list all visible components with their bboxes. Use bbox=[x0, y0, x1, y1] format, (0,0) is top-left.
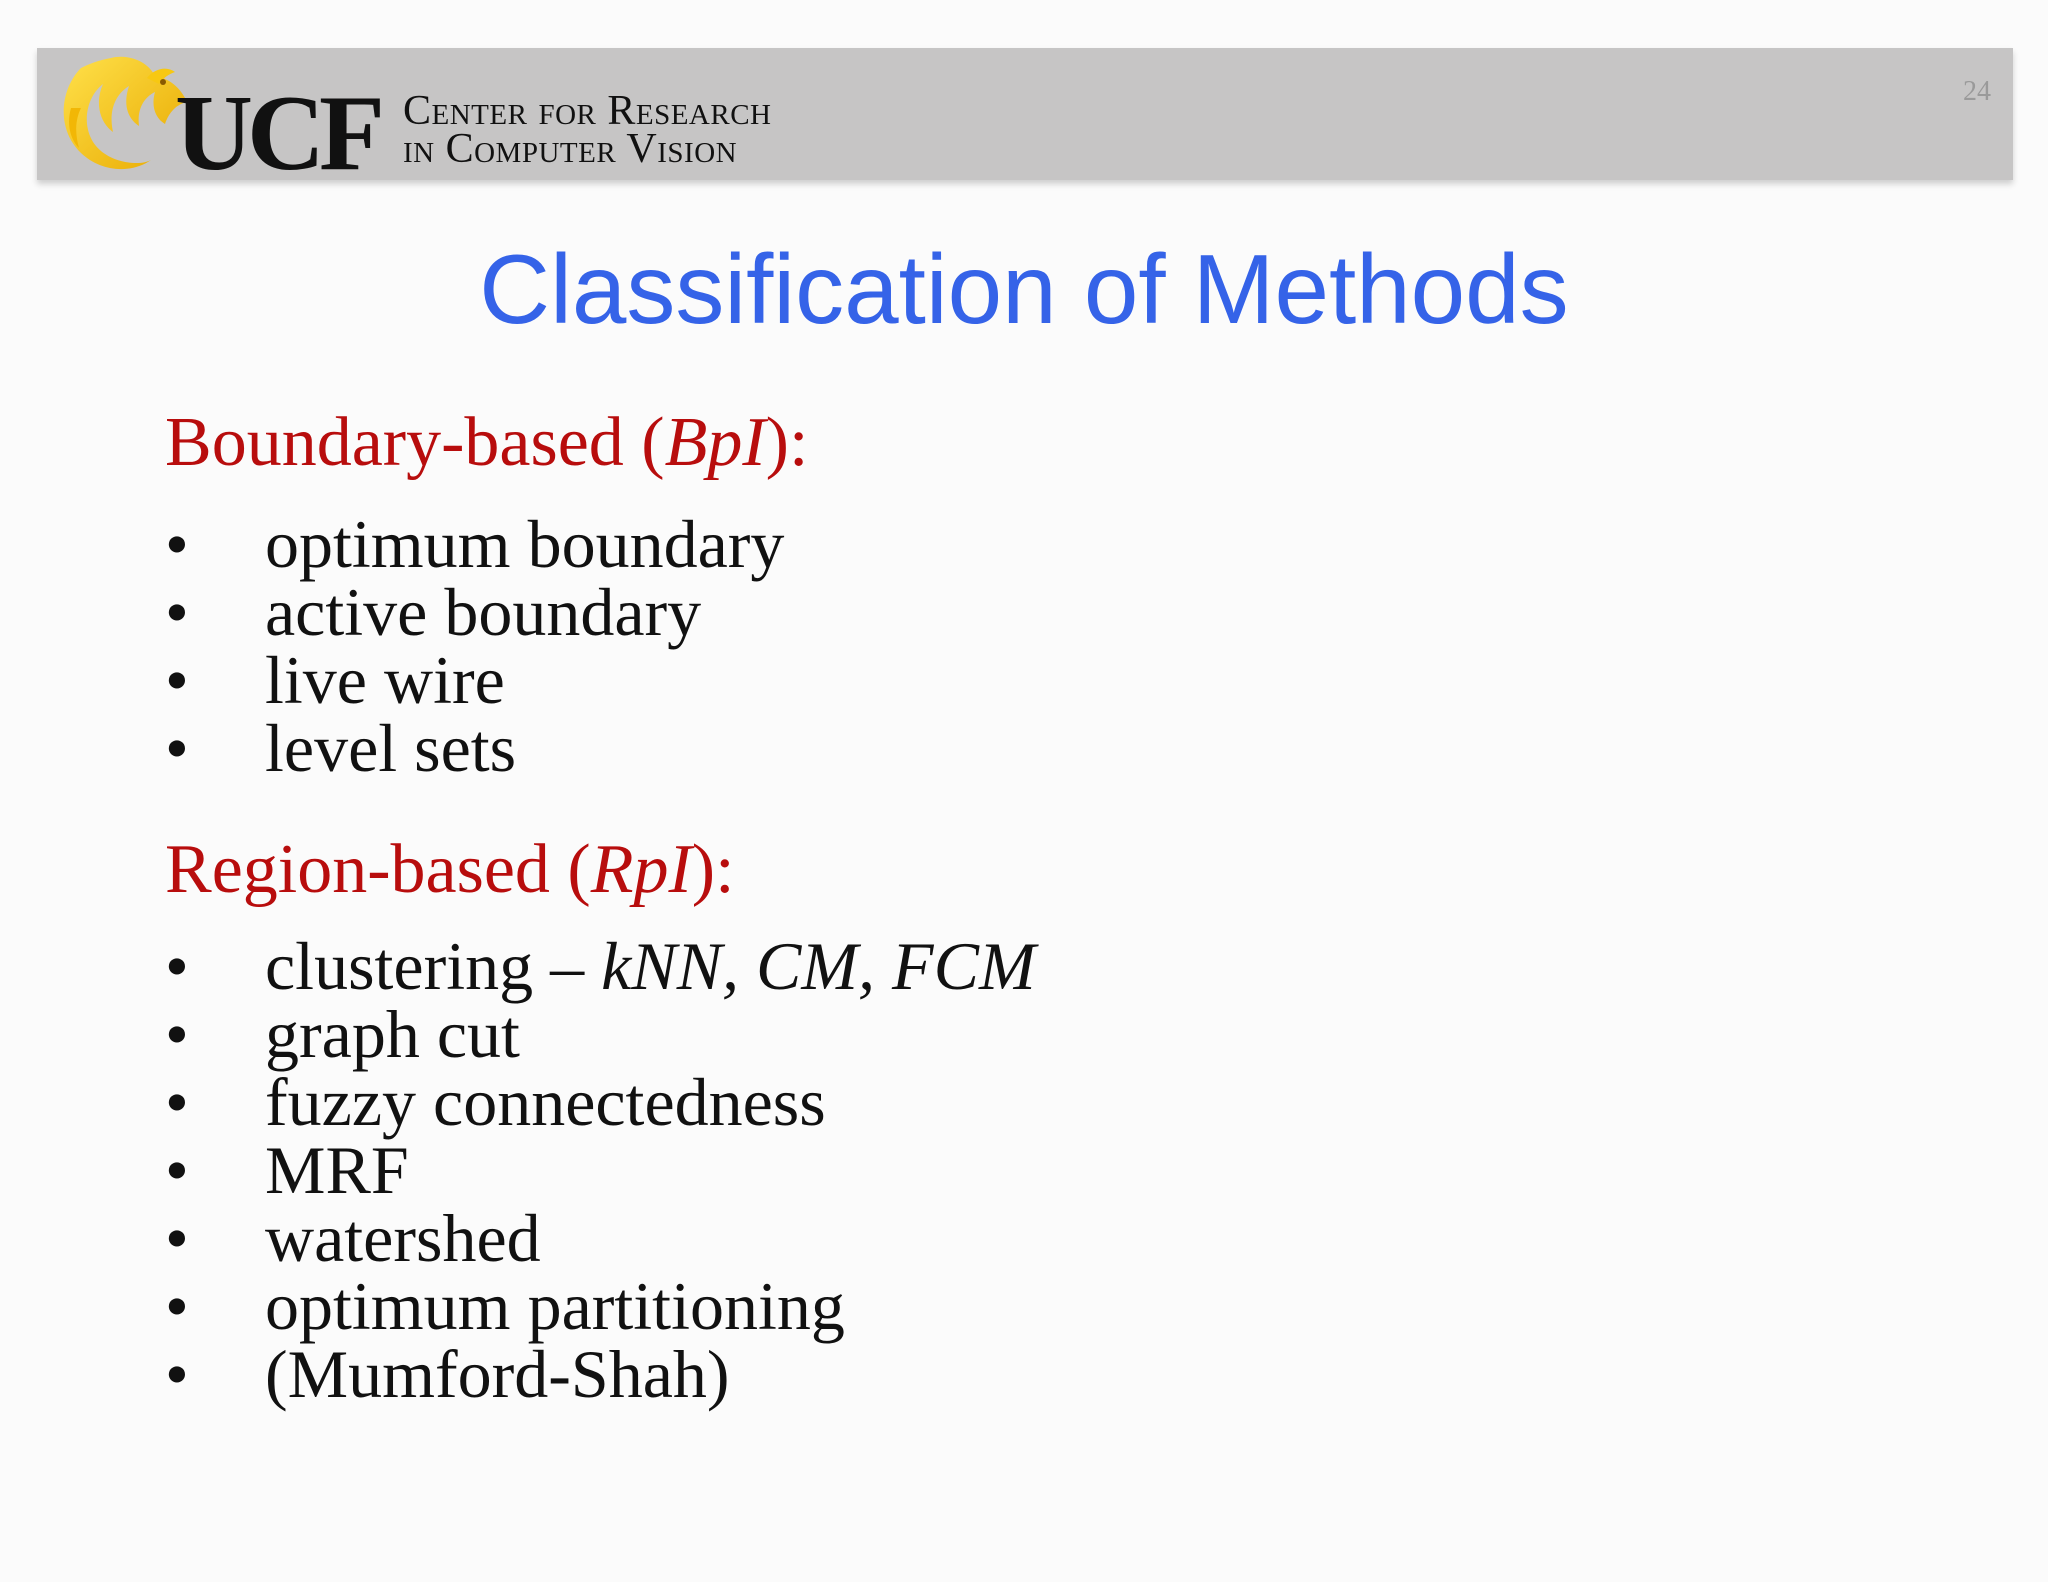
bullet-icon: • bbox=[165, 1132, 189, 1208]
org-name-line1: Center for Research bbox=[403, 88, 772, 134]
org-name-line2: in Computer Vision bbox=[403, 126, 738, 172]
bullet-icon: • bbox=[165, 996, 189, 1072]
list-item bbox=[165, 642, 784, 718]
bullet-icon: • bbox=[165, 710, 189, 786]
list-item bbox=[165, 1064, 1036, 1140]
org-name bbox=[403, 88, 772, 172]
list-item bbox=[165, 1132, 1036, 1208]
list-item bbox=[165, 574, 784, 650]
slide-title: Classification of Methods bbox=[479, 234, 1569, 344]
bullet-icon: • bbox=[165, 574, 189, 650]
list-item-text: live wire bbox=[265, 642, 505, 718]
bullet-icon: • bbox=[165, 1268, 189, 1344]
list-item-text: clustering – bbox=[265, 928, 602, 1004]
bullet-icon: • bbox=[165, 1064, 189, 1140]
bullet-icon: • bbox=[165, 642, 189, 718]
bullet-icon: • bbox=[165, 928, 189, 1004]
heading-abbr-close: ): bbox=[765, 404, 809, 481]
list-item bbox=[165, 1336, 1036, 1412]
list-item bbox=[165, 506, 785, 582]
boundary-based-heading bbox=[165, 404, 809, 481]
bullet-icon: • bbox=[165, 1336, 189, 1412]
page-number: 24 bbox=[1963, 76, 1991, 107]
heading-abbr: RpI bbox=[590, 831, 692, 908]
heading-text: Boundary-based bbox=[165, 404, 642, 481]
boundary-methods-list bbox=[165, 506, 785, 786]
bullet-icon: • bbox=[165, 1200, 189, 1276]
heading-abbr-close: ): bbox=[691, 831, 735, 908]
list-item bbox=[165, 1200, 1036, 1276]
bullet-icon: • bbox=[165, 506, 189, 582]
list-item-text: fuzzy connectedness bbox=[265, 1064, 826, 1140]
heading-text: Region-based bbox=[165, 831, 568, 908]
list-item bbox=[165, 928, 1036, 1004]
list-item-text: graph cut bbox=[265, 996, 520, 1072]
list-item bbox=[165, 1268, 1036, 1344]
region-methods-list bbox=[165, 928, 1036, 1412]
list-item bbox=[165, 996, 1036, 1072]
region-based-heading bbox=[165, 831, 735, 908]
list-item-italic-text: kNN, CM, FCM bbox=[601, 928, 1036, 1004]
list-item bbox=[165, 710, 784, 786]
heading-abbr-open: ( bbox=[641, 404, 665, 481]
header-bar bbox=[37, 48, 2013, 193]
heading-abbr-open: ( bbox=[567, 831, 591, 908]
list-item-text: MRF bbox=[265, 1132, 409, 1208]
heading-abbr: BpI bbox=[664, 404, 766, 481]
list-item-text: optimum boundary bbox=[265, 506, 785, 582]
list-item-text: active boundary bbox=[265, 574, 702, 650]
list-item-text: (Mumford-Shah) bbox=[265, 1336, 730, 1412]
list-item-text: level sets bbox=[265, 710, 517, 786]
ucf-wordmark: UCF bbox=[175, 74, 379, 193]
list-item-text: watershed bbox=[265, 1200, 541, 1276]
list-item-text: optimum partitioning bbox=[265, 1268, 845, 1344]
